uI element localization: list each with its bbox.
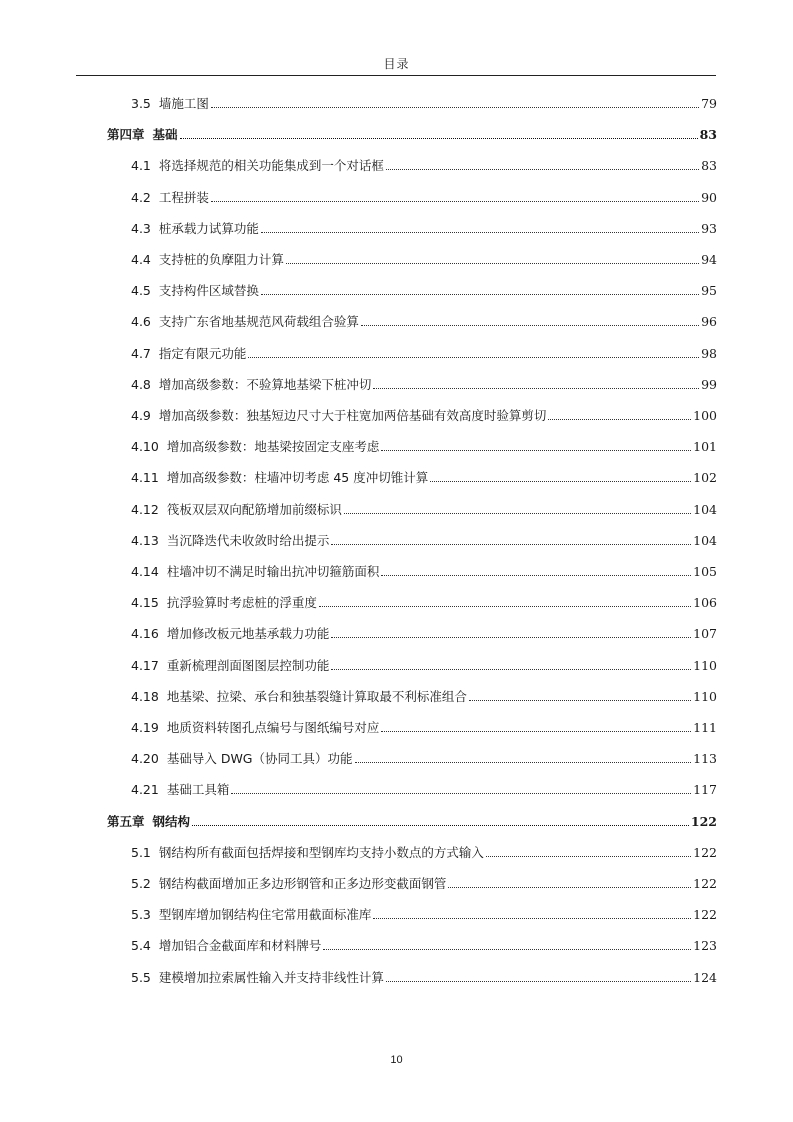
toc-dot-leader bbox=[286, 263, 699, 264]
toc-chapter-entry[interactable] bbox=[107, 123, 717, 143]
toc-entry-title: 增加高级参数：独基短边尺寸大于柱宽加两倍基础有效高度时验算剪切 bbox=[158, 408, 547, 423]
toc-section-entry[interactable] bbox=[131, 404, 717, 424]
toc-dot-leader bbox=[323, 949, 691, 950]
toc-section-entry[interactable] bbox=[131, 248, 717, 268]
toc-entry-page: 104 bbox=[693, 532, 717, 548]
toc-section-entry[interactable] bbox=[131, 747, 717, 767]
toc-entry-page: 106 bbox=[693, 595, 717, 611]
toc-section-entry[interactable] bbox=[131, 466, 717, 486]
toc-entry-title: 基础 bbox=[152, 127, 178, 143]
toc-entry-title: 基础导入 DWG（协同工具）功能 bbox=[166, 751, 353, 767]
toc-entry-page: 96 bbox=[701, 314, 717, 330]
toc-entry-page: 90 bbox=[701, 189, 717, 205]
toc-entry-page: 83 bbox=[701, 158, 717, 174]
toc-entry-page: 104 bbox=[693, 501, 717, 517]
toc-section-entry[interactable] bbox=[131, 903, 717, 923]
toc-section-entry[interactable] bbox=[131, 498, 717, 518]
toc-entry-number: 5.3 bbox=[131, 907, 151, 923]
toc-entry-number: 4.1 bbox=[131, 158, 151, 174]
toc-section-entry[interactable] bbox=[131, 654, 717, 674]
toc-entry-title: 地基梁、拉梁、承台和独基裂缝计算取最不利标准组合 bbox=[166, 688, 467, 704]
toc-entry-title: 支持桩的负摩阻力计算 bbox=[158, 252, 284, 267]
toc-section-entry[interactable] bbox=[131, 529, 717, 549]
toc-dot-leader bbox=[373, 918, 691, 919]
toc-entry-title: 抗浮验算时考虑桩的浮重度 bbox=[166, 595, 317, 611]
toc-section-entry[interactable] bbox=[131, 435, 717, 455]
toc-dot-leader bbox=[261, 232, 699, 233]
toc-entry-number: 4.3 bbox=[131, 220, 151, 236]
toc-entry-number: 4.20 bbox=[131, 751, 159, 767]
toc-entry-page: 100 bbox=[693, 408, 717, 423]
toc-entry-page: 107 bbox=[693, 626, 717, 642]
toc-dot-leader bbox=[344, 513, 691, 514]
toc-entry-title: 钢结构 bbox=[152, 813, 191, 829]
toc-dot-leader bbox=[231, 793, 691, 794]
toc-entry-number: 4.14 bbox=[131, 564, 159, 579]
toc-section-entry[interactable] bbox=[131, 310, 717, 330]
running-header-title: 目录 bbox=[383, 57, 410, 71]
toc-entry-number: 4.12 bbox=[131, 501, 159, 517]
toc-dot-leader bbox=[192, 825, 689, 826]
toc-entry-title: 钢结构所有截面包括焊接和型钢库均支持小数点的方式输入 bbox=[158, 844, 484, 860]
toc-entry-title: 支持构件区域替换 bbox=[158, 283, 259, 299]
toc-entry-page: 98 bbox=[701, 345, 717, 361]
toc-entry-title: 桩承载力试算功能 bbox=[158, 220, 259, 236]
toc-dot-leader bbox=[381, 575, 691, 576]
toc-section-entry[interactable] bbox=[131, 186, 717, 206]
toc-section-entry[interactable] bbox=[131, 373, 717, 393]
toc-entry-title: 增加高级参数：柱墙冲切考虑 45 度冲切锥计算 bbox=[166, 470, 429, 486]
toc-entry-page: 95 bbox=[701, 283, 717, 299]
toc-dot-leader bbox=[331, 544, 691, 545]
toc-entry-page: 113 bbox=[693, 751, 717, 767]
toc-entry-title: 柱墙冲切不满足时输出抗冲切箍筋面积 bbox=[166, 564, 380, 579]
toc-dot-leader bbox=[386, 981, 691, 982]
toc-entry-page: 124 bbox=[693, 969, 717, 985]
toc-section-entry[interactable] bbox=[131, 685, 717, 705]
toc-entry-title: 钢结构截面增加正多边形钢管和正多边形变截面钢管 bbox=[158, 876, 447, 891]
toc-entry-title: 指定有限元功能 bbox=[158, 345, 247, 361]
toc-section-entry[interactable] bbox=[131, 342, 717, 362]
page-number: 10 bbox=[390, 1054, 403, 1066]
toc-entry-page: 99 bbox=[701, 376, 717, 392]
toc-entry-page: 83 bbox=[699, 127, 717, 143]
toc-entry-number: 4.6 bbox=[131, 314, 151, 330]
toc-section-entry[interactable] bbox=[131, 778, 717, 798]
toc-entry-title: 增加高级参数：地基梁按固定支座考虑 bbox=[166, 439, 380, 455]
toc-entry-page: 110 bbox=[693, 688, 717, 704]
toc-section-entry[interactable] bbox=[131, 591, 717, 611]
toc-section-entry[interactable] bbox=[131, 841, 717, 861]
toc-entry-number: 4.18 bbox=[131, 688, 159, 704]
toc-section-entry[interactable] bbox=[131, 92, 717, 112]
toc-entry-title: 将选择规范的相关功能集成到一个对话框 bbox=[158, 158, 384, 174]
toc-dot-leader bbox=[211, 107, 699, 108]
toc-entry-number: 第四章 bbox=[107, 127, 145, 143]
toc-entry-number: 5.5 bbox=[131, 969, 151, 985]
toc-entry-title: 增加高级参数：不验算地基梁下桩冲切 bbox=[158, 376, 372, 392]
toc-dot-leader bbox=[355, 762, 692, 763]
toc-dot-leader bbox=[430, 481, 691, 482]
toc-section-entry[interactable] bbox=[131, 279, 717, 299]
toc-entry-page: 111 bbox=[693, 720, 717, 735]
toc-entry-number: 5.4 bbox=[131, 938, 151, 954]
toc-dot-leader bbox=[548, 419, 691, 420]
toc-entry-number: 4.4 bbox=[131, 252, 151, 267]
toc-dot-leader bbox=[373, 388, 699, 389]
toc-section-entry[interactable] bbox=[131, 622, 717, 642]
toc-entry-page: 79 bbox=[701, 96, 717, 111]
toc-entry-title: 基础工具箱 bbox=[166, 782, 230, 798]
toc-entry-title: 筏板双层双向配筋增加前缀标识 bbox=[166, 501, 342, 517]
toc-section-entry[interactable] bbox=[131, 154, 717, 174]
toc-entry-number: 4.17 bbox=[131, 657, 159, 673]
toc-entry-number: 4.19 bbox=[131, 720, 159, 735]
toc-dot-leader bbox=[319, 606, 691, 607]
toc-entry-page: 122 bbox=[690, 813, 717, 829]
toc-entry-page: 117 bbox=[693, 782, 717, 798]
toc-entry-page: 93 bbox=[701, 220, 717, 236]
toc-section-entry[interactable] bbox=[131, 716, 717, 736]
toc-section-entry[interactable] bbox=[131, 966, 717, 986]
toc-entry-number: 4.16 bbox=[131, 626, 159, 642]
toc-entry-number: 4.11 bbox=[131, 470, 159, 486]
toc-section-entry[interactable] bbox=[131, 217, 717, 237]
toc-entry-title: 重新梳理剖面图图层控制功能 bbox=[166, 657, 330, 673]
toc-entry-number: 4.13 bbox=[131, 532, 159, 548]
toc-entry-title: 支持广东省地基规范风荷载组合验算 bbox=[158, 314, 359, 330]
toc-entry-number: 4.8 bbox=[131, 376, 151, 392]
toc-entry-title: 当沉降迭代未收敛时给出提示 bbox=[166, 532, 330, 548]
toc-dot-leader bbox=[331, 669, 691, 670]
toc-dot-leader bbox=[486, 856, 691, 857]
toc-entry-number: 5.1 bbox=[131, 844, 151, 860]
toc-entry-number: 5.2 bbox=[131, 876, 151, 891]
toc-entry-page: 105 bbox=[693, 564, 717, 579]
toc-dot-leader bbox=[180, 138, 698, 139]
toc-dot-leader bbox=[448, 887, 691, 888]
toc-entry-number: 4.10 bbox=[131, 439, 159, 455]
toc-entry-page: 102 bbox=[693, 470, 717, 486]
toc-section-entry[interactable] bbox=[131, 872, 717, 892]
toc-entry-number: 4.2 bbox=[131, 189, 151, 205]
toc-entry-page: 122 bbox=[693, 907, 717, 923]
toc-entry-page: 110 bbox=[693, 657, 717, 673]
toc-entry-page: 122 bbox=[693, 844, 717, 860]
toc-dot-leader bbox=[331, 637, 691, 638]
header-rule bbox=[76, 75, 716, 76]
toc-dot-leader bbox=[386, 169, 699, 170]
toc-entry-page: 94 bbox=[701, 252, 717, 267]
toc-entry-number: 4.9 bbox=[131, 408, 151, 423]
toc-dot-leader bbox=[261, 294, 699, 295]
toc-dot-leader bbox=[361, 325, 699, 326]
toc-entry-number: 4.15 bbox=[131, 595, 159, 611]
toc-entry-title: 建模增加拉索属性输入并支持非线性计算 bbox=[158, 969, 384, 985]
toc-chapter-entry[interactable] bbox=[107, 810, 717, 830]
toc-entry-number: 4.7 bbox=[131, 345, 151, 361]
toc-entry-number: 第五章 bbox=[107, 813, 145, 829]
toc-entry-title: 地质资料转图孔点编号与图纸编号对应 bbox=[166, 720, 380, 735]
toc-entry-title: 型钢库增加钢结构住宅常用截面标准库 bbox=[158, 907, 372, 923]
toc-dot-leader bbox=[248, 357, 699, 358]
toc-entry-number: 3.5 bbox=[131, 96, 151, 111]
toc-entry-page: 123 bbox=[693, 938, 717, 954]
toc-entry-title: 工程拼装 bbox=[158, 189, 209, 205]
toc-entry-title: 增加铝合金截面库和材料牌号 bbox=[158, 938, 322, 954]
toc-entry-page: 101 bbox=[693, 439, 717, 455]
toc-dot-leader bbox=[211, 201, 699, 202]
toc-entry-title: 墙施工图 bbox=[158, 96, 209, 111]
toc-dot-leader bbox=[381, 450, 691, 451]
toc-entry-page: 122 bbox=[693, 876, 717, 891]
toc-entry-title: 增加修改板元地基承载力功能 bbox=[166, 626, 330, 642]
toc-section-entry[interactable] bbox=[131, 560, 717, 580]
toc-section-entry[interactable] bbox=[131, 934, 717, 954]
toc-dot-leader bbox=[381, 731, 691, 732]
toc-dot-leader bbox=[469, 700, 691, 701]
toc-entry-number: 4.21 bbox=[131, 782, 159, 798]
toc-entry-number: 4.5 bbox=[131, 283, 151, 299]
